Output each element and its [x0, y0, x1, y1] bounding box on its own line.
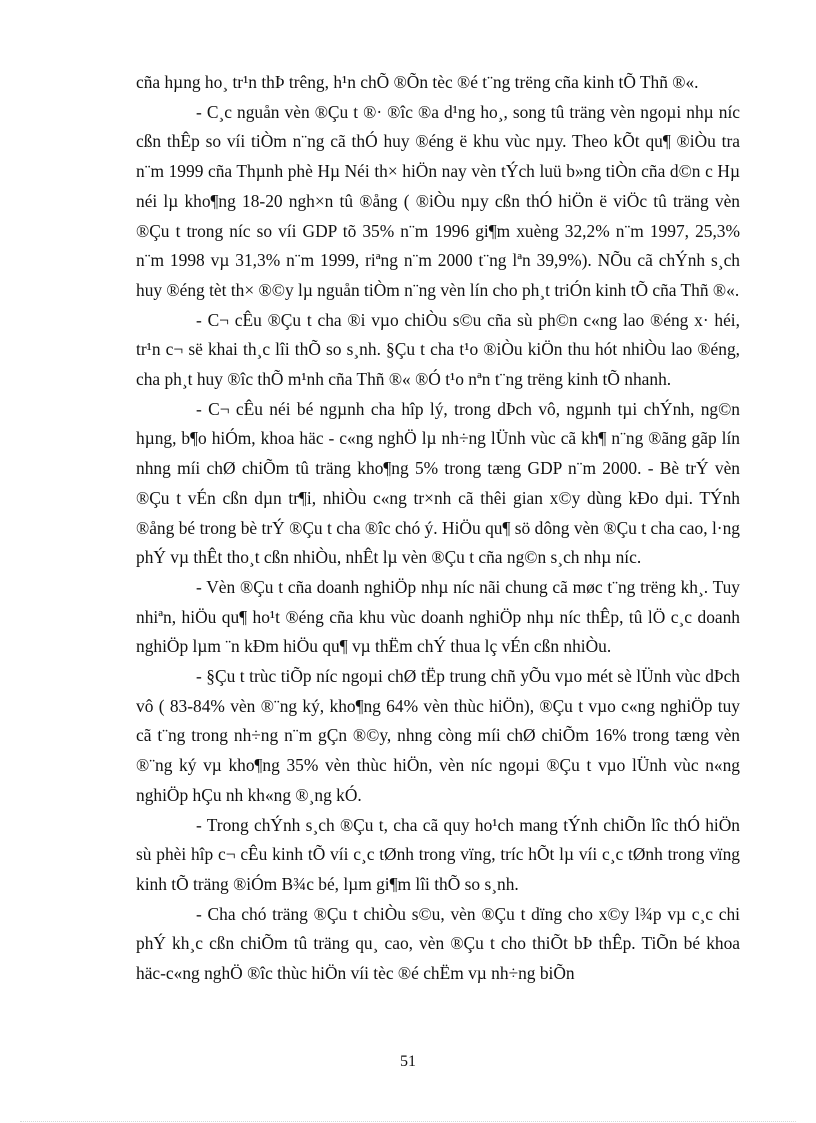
paragraph-sector-structure: - C¬ cÊu néi bé ngµnh cha hîp lý, trong dÞch vô, ngµnh tµi chÝnh, ng©n hµng, b¶o hiÓm, khoa häc - c«ng nghÖ lµ nh÷ng lÜnh vùc cã kh¶ n¨ng ®ãng gãp lín nhng míi chØ chiÕm tû träng kho¶ng 5% trong tæng GDP n¨m 2000. - Bè trÝ vèn ®Çu t vÉn cßn dµn tr¶i, nhiÒu c«ng tr×nh cã thêi gian x©y dùng kÐo dµi. TÝnh ®ång bé trong bè trÝ ®Çu t cha ®îc chó ý. HiÖu qu¶ sö dông vèn ®Çu t cha cao, l·ng phÝ vµ thÊt tho¸t cßn nhiÒu, nhÊt lµ vèn ®Çu t cña ng©n s¸ch nhµ níc.	[136, 398, 740, 568]
paragraph-investment-structure: - C¬ cÊu ®Çu t cha ®i vµo chiÒu s©u cña sù ph©n c«ng lao ®éng x· héi, tr¹n c¬ së khai th¸c lîi thÕ so s¸nh. §Çu t cha t¹o ®iÒu kiÖn thu hót nhiÒu lao ®éng, cha ph¸t huy ®îc thÕ m¹nh cña Thñ ®« ®Ó t¹o nªn t¨ng trëng kinh tÕ nhanh.	[136, 309, 740, 390]
paragraph-in-depth-investment: - Cha chó träng ®Çu t chiÒu s©u, vèn ®Çu t dïng cho x©y l¾p vµ c¸c chi phÝ kh¸c cßn chiÕm tû träng qu¸ cao, vèn ®Çu t cho thiÕt bÞ thÊp. TiÕn bé khoa häc-c«ng nghÖ ®îc thùc hiÖn víi tèc ®é chËm vµ nh÷ng biÕn	[136, 903, 740, 984]
paragraph-capital-sources: - C¸c nguån vèn ®Çu t ®· ®îc ®a d¹ng ho¸, song tû träng vèn ngoµi nhµ níc cßn thÊp so víi tiÒm n¨ng cã thÓ huy ®éng ë khu vùc nµy. Theo kÕt qu¶ ®iÒu tra n¨m 1999 cña Thµnh phè Hµ Néi th× hiÖn nay vèn tÝch luü b»ng tiÒn cña d©n c Hµ néi lµ kho¶ng 18-20 ngh×n tû ®ång ( ®iÒu nµy cßn thÓ hiÖn ë viÖc tû träng vèn ®Çu t trong níc so víi GDP tõ 35% n¨m 1996 gi¶m xuèng 32,2% n¨m 1997, 25,3% n¨m 1998 vµ 31,3% n¨m 1999, riªng n¨m 2000 t¨ng lªn 39,9%). NÕu cã chÝnh s¸ch huy ®éng tèt th× ®©y lµ nguån tiÒm n¨ng vèn lín cho ph¸t triÓn kinh tÕ cña Thñ ®«.	[136, 101, 740, 300]
page-number: 51	[400, 1053, 416, 1070]
paragraph-investment-policy: - Trong chÝnh s¸ch ®Çu t, cha cã quy ho¹ch mang tÝnh chiÕn lîc thÓ hiÖn sù phèi hîp c¬ cÊu kinh tÕ víi c¸c tØnh trong vïng, tríc hÕt lµ víi c¸c tØnh trong vïng kinh tÕ träng ®iÓm B¾c bé, lµm gi¶m lîi thÕ so s¸nh.	[136, 814, 740, 894]
body-text	[136, 68, 740, 989]
paragraph-state-enterprises: - Vèn ®Çu t cña doanh nghiÖp nhµ níc nãi chung cã møc t¨ng trëng kh¸. Tuy nhiªn, hiÖu qu¶ ho¹t ®éng cña khu vùc doanh nghiÖp nhµ níc thÊp, tû lÖ c¸c doanh nghiÖp lµm ¨n kÐm hiÖu qu¶ vµ thËm chÝ thua lç vÉn cßn nhiÒu.	[136, 576, 740, 657]
paragraph-continuation: cña hµng ho¸ tr¹n thÞ trêng, h¹n chÕ ®Õn tèc ®é t¨ng trëng cña kinh tÕ Thñ ®«.	[136, 72, 699, 92]
paragraph-foreign-investment: - §Çu t trùc tiÕp níc ngoµi chØ tËp trung chñ yÕu vµo mét sè lÜnh vùc dÞch vô ( 83-84% vèn ®¨ng ký, kho¶ng 64% vèn thùc hiÖn), ®Çu t vµo c«ng nghiÖp tuy cã t¨ng trong nh÷ng n¨m gÇn ®©y, nhng còng míi chØ chiÕm 16% trong tæng vèn ®¨ng ký vµ kho¶ng 35% vèn thùc hiÖn, vèn níc ngoµi ®Çu t vµo lÜnh vùc n«ng nghiÖp hÇu nh kh«ng ®¸ng kÓ.	[136, 666, 740, 805]
page-bottom-border	[20, 1121, 796, 1122]
